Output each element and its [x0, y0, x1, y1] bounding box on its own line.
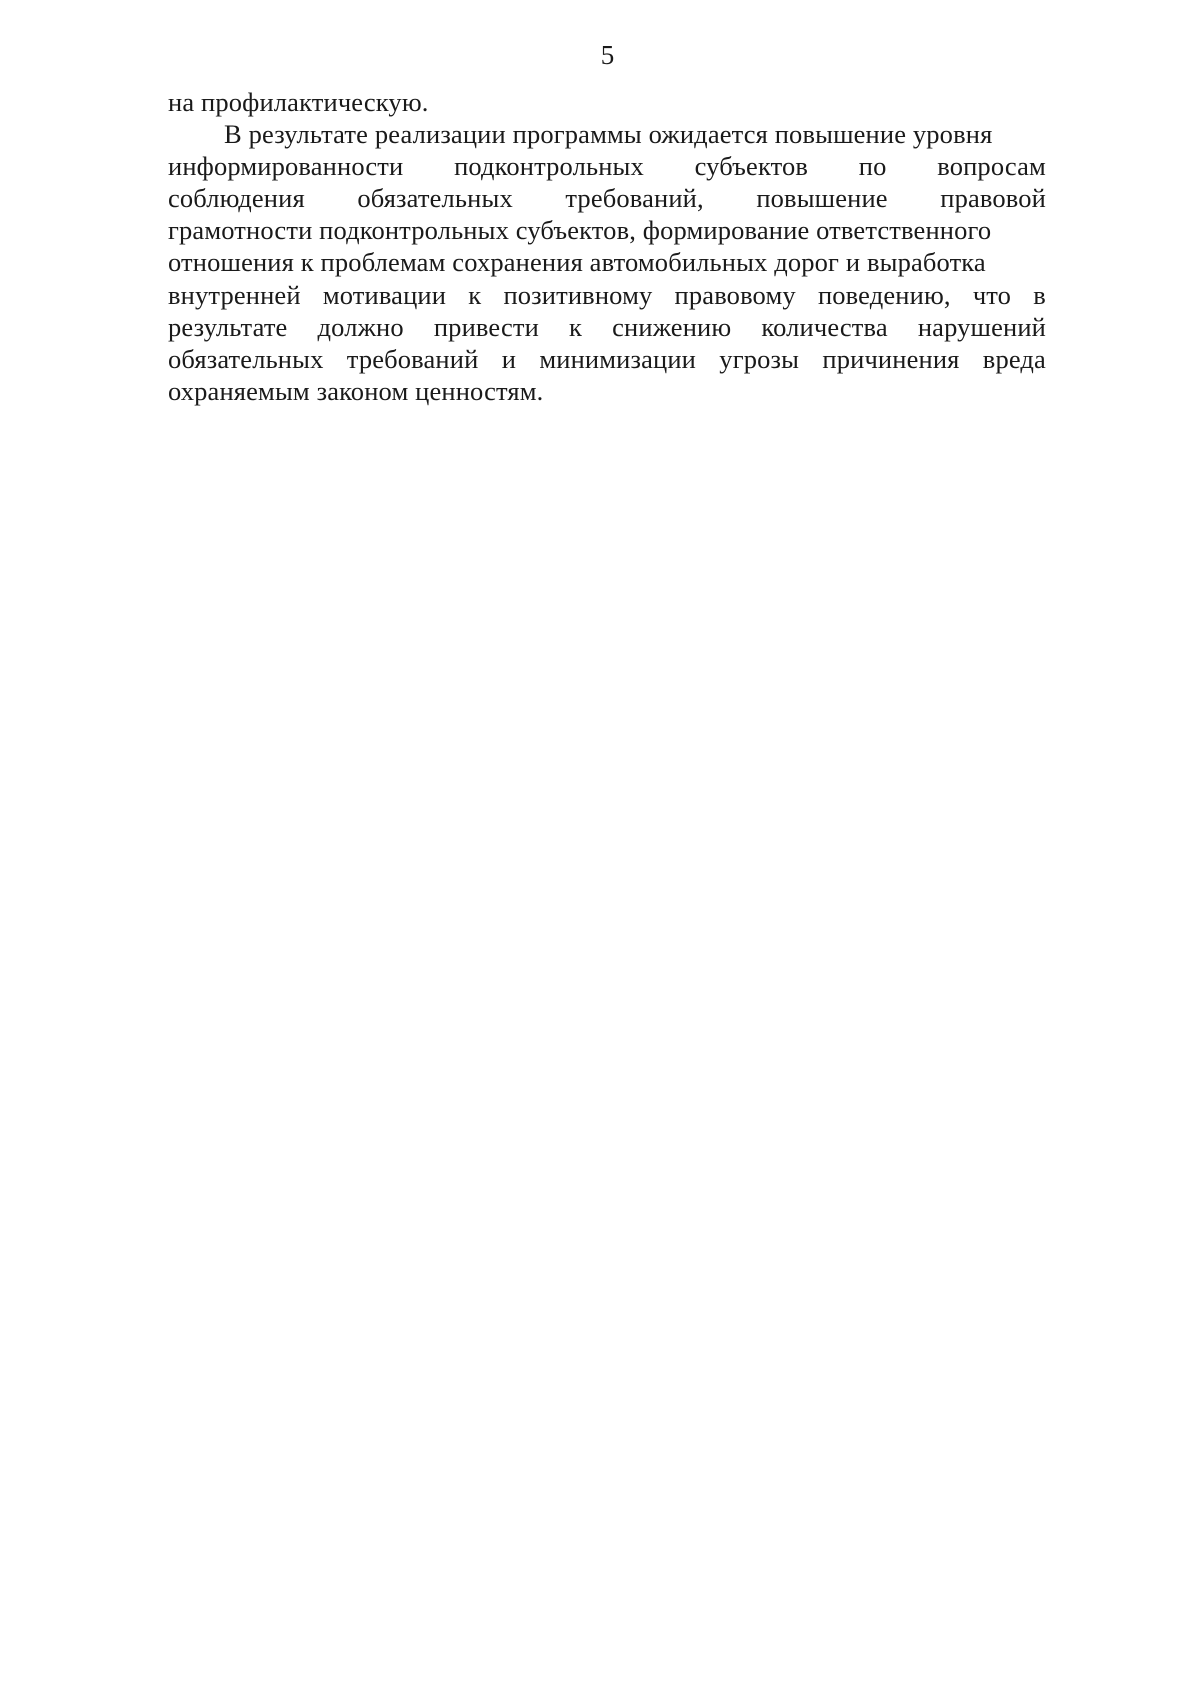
word: на профилактическую. [168, 87, 429, 117]
word: в [1033, 279, 1046, 310]
page-number: 5 [600, 40, 615, 70]
word: снижению [612, 311, 732, 342]
text-line-1 [168, 86, 1046, 118]
text-line-7 [168, 279, 1046, 311]
word: вреда [982, 343, 1046, 374]
word: В результате реализации программы ожидается повышение уровня [224, 119, 993, 150]
word: требований [346, 343, 479, 374]
text-line-4 [168, 182, 1046, 214]
text-line-9 [168, 343, 1046, 375]
word: привести [433, 311, 539, 342]
word: соблюдения [168, 183, 305, 214]
text-line-8 [168, 311, 1046, 343]
word: угрозы [719, 343, 800, 374]
text-line-3 [168, 150, 1046, 182]
word: субъектов [694, 151, 809, 182]
word: позитивному [503, 279, 653, 310]
word: требований, [565, 183, 704, 214]
word: информированности [168, 151, 404, 182]
body-text [168, 86, 1046, 407]
word: охраняемым законом ценностям. [168, 375, 544, 406]
word: количества [761, 311, 888, 342]
word: минимизации [539, 343, 697, 374]
word: что [972, 279, 1012, 310]
word: вопросам [937, 151, 1046, 182]
word: обязательных [357, 183, 513, 214]
word: правовой [940, 183, 1046, 214]
word: поведению, [817, 279, 951, 310]
word: по [858, 151, 887, 182]
word: повышение [756, 183, 888, 214]
word: причинения [822, 343, 960, 374]
word: к [468, 279, 482, 310]
text-line-10 [168, 375, 1046, 407]
word: к [569, 311, 583, 342]
word: нарушений [917, 311, 1046, 342]
text-line-2 [168, 118, 1046, 150]
text-line-5 [168, 214, 1046, 246]
word: подконтрольных [454, 151, 644, 182]
word: внутренней [168, 279, 301, 310]
word: мотивации [322, 279, 447, 310]
word: правовому [674, 279, 796, 310]
word: отношения к проблемам сохранения автомобильных дорог и выработка [168, 247, 986, 278]
word: обязательных [168, 343, 324, 374]
word: грамотности подконтрольных субъектов, формирование ответственного [168, 215, 992, 246]
word: результате [168, 311, 288, 342]
word: должно [317, 311, 404, 342]
text-line-6 [168, 246, 1046, 278]
word: и [501, 343, 517, 374]
